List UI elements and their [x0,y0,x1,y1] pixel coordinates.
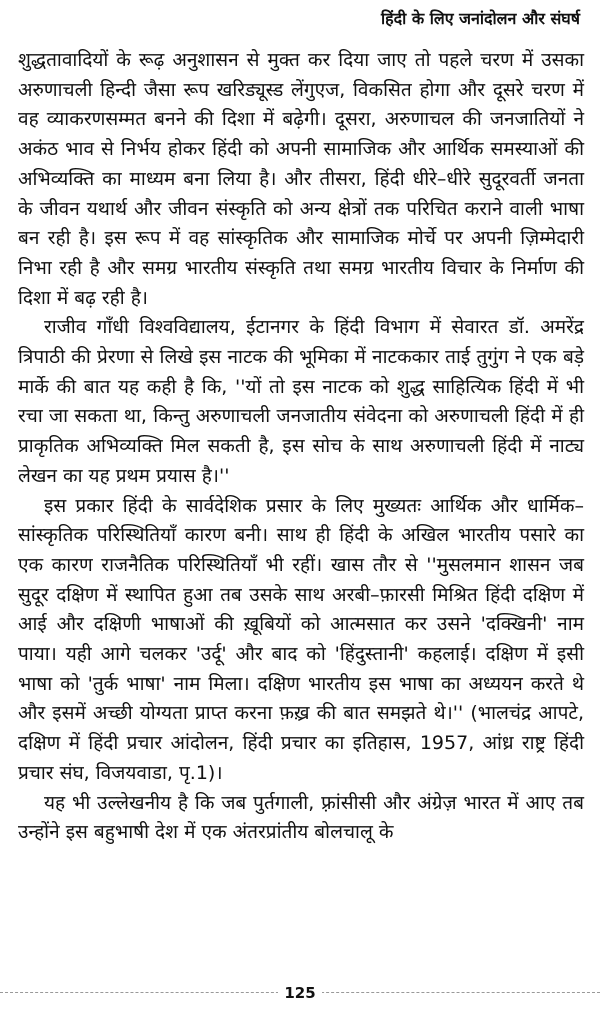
paragraph-drama-preface: राजीव गाँधी विश्वविद्यालय, ईटानगर के हिंदी विभाग में सेवारत डॉ. अमरेंद्र त्रिपाठी की प्रेरणा से लिखे इस नाटक की भूमिका में नाटककार ताई तुगुंग ने एक बड़े मार्के की बात यह कही है कि, ''यों तो इस नाटक को शुद्ध साहित्यिक हिंदी में भी रचा जा सकता था, किन्तु अरुणाचली जनजातीय संवेदना को अरुणाचली हिंदी में ही प्राकृतिक अभिव्यक्ति मिल सकती है, इस सोच के साथ अरुणाचली हिंदी में नाट्य लेखन का यह प्रथम प्रयास है।'' [18,316,584,487]
page-number [0,984,600,1002]
running-header: हिंदी के लिए जनांदोलन और संघर्ष [381,9,580,28]
page-number-text: 125 [278,984,321,1002]
body-text [18,46,584,848]
paragraph-spread-of-hindi: इस प्रकार हिंदी के सार्वदेशिक प्रसार के लिए मुख्यतः आर्थिक और धार्मिक–सांस्कृतिक परिस्थितियाँ कारण बनी। साथ ही हिंदी के अखिल भारतीय पसारे का एक कारण राजनैतिक परिस्थितियाँ भी रहीं। खास तौर से ''मुसलमान शासन जब सुदूर दक्षिण में स्थापित हुआ तब उसके साथ अरबी–फ़ारसी मिश्रित हिंदी दक्षिण में आई और दक्षिणी भाषाओं की ख़ूबियों को आत्मसात कर उसने 'दक्खिनी' नाम पाया। यही आगे चलकर 'उर्दू' और बाद को 'हिंदुस्तानी' कहलाई। दक्षिण में इसी भाषा को 'तुर्क भाषा' नाम मिला। दक्षिण भारतीय इस भाषा का अध्ययन करते थे और इसमें अच्छी योग्यता प्राप्त करना फ़ख़्र की बात समझते थे।'' (भालचंद्र आपटे, दक्षिण में हिंदी प्रचार आंदोलन, हिंदी प्रचार का इतिहास, 1957, आंध्र राष्ट्र हिंदी प्रचार संघ, विजयवाडा, पृ.1)। [18,494,584,784]
paragraph-european-arrival: यह भी उल्लेखनीय है कि जब पुर्तगाली, फ़्रांसीसी और अंग्रेज़ भारत में आए तब उन्होंने इस बहुभाषी देश में एक अंतरप्रांतीय बोलचालू के [18,791,584,844]
paragraph-continued: शुद्धतावादियों के रूढ़ अनुशासन से मुक्त कर दिया जाए तो पहले चरण में उसका अरुणाचली हिन्दी जैसा रूप खरिड्यूस्ड लेंगुएज, विकसित होगा और दूसरे चरण में वह व्याकरणसम्मत बनने की दिशा में बढ़ेगी। दूसरा, अरुणाचल की जनजातियों ने अकंठ भाव से निर्भय होकर हिंदी को अपनी सामाजिक और आर्थिक समस्याओं की अभिव्यक्ति का माध्यम बना लिया है। और तीसरा, हिंदी धीरे–धीरे सुदूरवर्ती जनता के जीवन यथार्थ और जीवन संस्कृति को अन्य क्षेत्रों तक परिचित कराने वाली भाषा बन रही है। इस रूप में वह सांस्कृतिक और सामाजिक मोर्चे पर अपनी ज़िम्मेदारी निभा रही है और समग्र भारतीय संस्कृति तथा समग्र भारतीय विचार के निर्माण की दिशा में बढ़ रही है। [18,49,584,309]
